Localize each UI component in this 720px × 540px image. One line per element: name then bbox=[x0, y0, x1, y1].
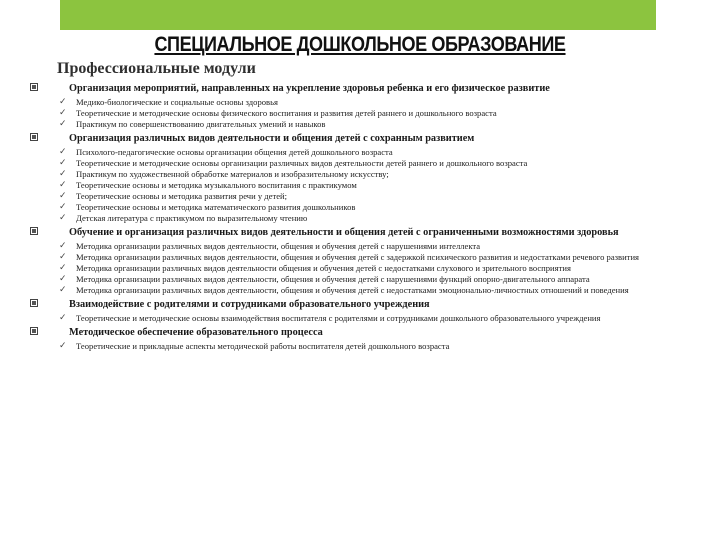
module-section bbox=[0, 133, 720, 224]
module-heading bbox=[0, 327, 720, 339]
modules-list bbox=[0, 80, 720, 352]
module-heading bbox=[0, 227, 720, 239]
check-icon: ✓ bbox=[59, 97, 67, 107]
check-icon: ✓ bbox=[59, 108, 67, 118]
page-subtitle: Профессиональные модули bbox=[57, 60, 256, 77]
check-icon: ✓ bbox=[59, 263, 67, 273]
module-section bbox=[0, 299, 720, 324]
check-icon: ✓ bbox=[59, 158, 67, 168]
check-icon: ✓ bbox=[59, 180, 67, 190]
module-section bbox=[0, 227, 720, 296]
check-icon: ✓ bbox=[59, 147, 67, 157]
module-items bbox=[0, 147, 720, 224]
list-item: ✓ Методика организации различных видов деятельности, общения и обучения детей с нарушениями функций опорно-двигательного аппарата bbox=[59, 274, 590, 284]
check-icon: ✓ bbox=[59, 274, 67, 284]
list-item: ✓ Теоретические и методические основы организации различных видов деятельности детей раннего и дошкольного возраста bbox=[59, 158, 528, 168]
check-icon: ✓ bbox=[59, 241, 67, 251]
check-icon: ✓ bbox=[59, 119, 67, 129]
check-icon: ✓ bbox=[59, 202, 67, 212]
list-item: ✓ Теоретические и методические основы физического воспитания и развития детей раннего и дошкольного возраста bbox=[59, 108, 497, 118]
list-item: ✓ Детская литература с практикумом по выразительному чтению bbox=[59, 213, 308, 223]
check-icon: ✓ bbox=[59, 191, 67, 201]
check-icon: ✓ bbox=[59, 252, 67, 262]
module-title: Взаимодействие с родителями и сотрудниками образовательного учреждения bbox=[69, 299, 430, 310]
module-title: Организация мероприятий, направленных на укрепление здоровья ребенка и его физическое развитие bbox=[69, 83, 550, 94]
square-bullet-icon bbox=[30, 83, 38, 91]
module-items bbox=[0, 341, 720, 352]
list-item: ✓ Методика организации различных видов деятельности, общения и обучения детей с задержкой психического развития и недостатками речевого развития bbox=[59, 252, 639, 262]
square-bullet-icon bbox=[30, 327, 38, 335]
module-items bbox=[0, 313, 720, 324]
module-title: Методическое обеспечение образовательного процесса bbox=[69, 327, 323, 338]
list-item: ✓ Теоретические основы и методика развития речи у детей; bbox=[59, 191, 288, 201]
check-icon: ✓ bbox=[59, 313, 67, 323]
list-item: ✓ Теоретические и прикладные аспекты методической работы воспитателя детей дошкольного возраста bbox=[59, 341, 450, 351]
check-icon: ✓ bbox=[59, 285, 67, 295]
square-bullet-icon bbox=[30, 227, 38, 235]
module-items bbox=[0, 97, 720, 130]
page-title: СПЕЦИАЛЬНОЕ ДОШКОЛЬНОЕ ОБРАЗОВАНИЕ bbox=[154, 33, 566, 56]
list-item: ✓ Теоретические основы и методика музыкального воспитания с практикумом bbox=[59, 180, 357, 190]
module-heading bbox=[0, 133, 720, 145]
module-section bbox=[0, 327, 720, 352]
list-item: ✓ Практикум по художественной обработке материалов и изобразительному искусству; bbox=[59, 169, 389, 179]
check-icon: ✓ bbox=[59, 169, 67, 179]
list-item: ✓ Медико-биологические и социальные основы здоровья bbox=[59, 97, 278, 107]
module-title: Организация различных видов деятельности и общения детей с сохранным развитием bbox=[69, 133, 475, 144]
module-section bbox=[0, 83, 720, 130]
module-title: Обучение и организация различных видов деятельности и общения детей с ограниченными возможностями здоровья bbox=[69, 227, 619, 238]
list-item: ✓ Методика организации различных видов деятельности, общения и обучения детей с нарушениями интеллекта bbox=[59, 241, 481, 251]
list-item: ✓ Психолого-педагогические основы организации общения детей дошкольного возраста bbox=[59, 147, 393, 157]
module-heading bbox=[0, 83, 720, 95]
square-bullet-icon bbox=[30, 299, 38, 307]
list-item: ✓ Теоретические основы и методика математического развития дошкольников bbox=[59, 202, 356, 212]
module-heading bbox=[0, 299, 720, 311]
check-icon: ✓ bbox=[59, 341, 67, 351]
list-item: ✓ Методика организации различных видов деятельности общения и обучения детей с недостатками слухового и зрительного восприятия bbox=[59, 263, 571, 273]
list-item: ✓ Методика организации различных видов деятельности, общения и обучения детей с недостатками эмоционально-личностных отношений и поведения bbox=[59, 285, 629, 295]
square-bullet-icon bbox=[30, 133, 38, 141]
module-items bbox=[0, 241, 720, 296]
header-accent-bar bbox=[60, 0, 656, 30]
check-icon: ✓ bbox=[59, 213, 67, 223]
list-item: ✓ Практикум по совершенствованию двигательных умений и навыков bbox=[59, 119, 326, 129]
list-item: ✓ Теоретические и методические основы взаимодействия воспитателя с родителями и сотрудниками дошкольного образовательного учреждения bbox=[59, 313, 601, 323]
